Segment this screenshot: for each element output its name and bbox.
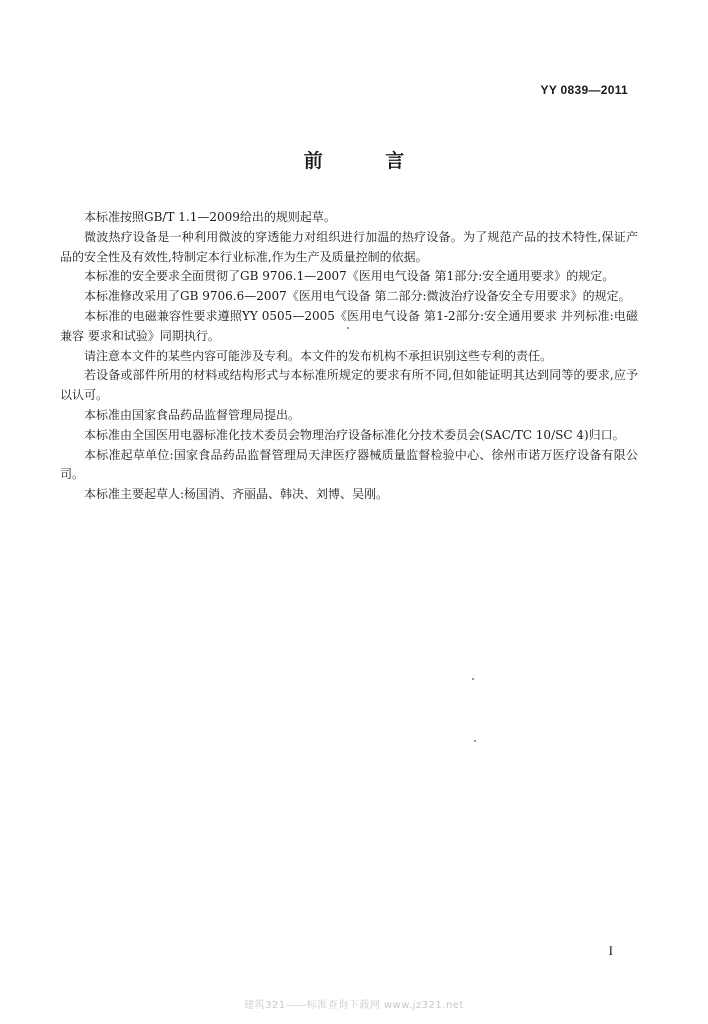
paragraph-safety-requirements: 本标准的安全要求全面贯彻了GB 9706.1—2007《医用电气设备 第1部分:安全通用要求》的规定。 [84, 269, 615, 284]
standard-code: YY 0839—2011 [540, 83, 628, 97]
page-number: I [608, 943, 613, 958]
paragraph-proposed-by: 本标准由国家食品药品监督管理局提出。 [84, 407, 301, 422]
paragraph-emc-requirements: 本标准的电磁兼容性要求遵照YY 0505—2005《医用电气设备 第1-2部分:安全通用要求 并列标准:电磁兼容 要求和试验》同期执行。 [60, 308, 638, 343]
paragraph-administered-by: 本标准由全国医用电器标准化技术委员会物理治疗设备标准化分技术委员会(SAC/TC 10/SC 4)归口。 [84, 427, 625, 442]
watermark: 建筑321——标准查询下载网 www.jz321.net [244, 1000, 464, 1011]
paragraph-equivalence: 若设备或部件所用的材料或结构形式与本标准所规定的要求有所不同,但如能证明其达到同等的要求,应予以认可。 [60, 368, 638, 403]
paragraph-purpose: 微波热疗设备是一种利用微波的穿透能力对组织进行加温的热疗设备。为了规范产品的技术特性,保证产品的安全性及有效性,特制定本行业标准,作为生产及质量控制的依据。 [60, 229, 638, 264]
paragraph-patent-notice: 请注意本文件的某些内容可能涉及专利。本文件的发布机构不承担识别这些专利的责任。 [84, 348, 553, 363]
foreword-body [60, 208, 638, 505]
scan-speck [472, 678, 474, 680]
scan-speck [474, 740, 476, 742]
scan-speck [347, 327, 349, 329]
paragraph-drafters: 本标准主要起草人:杨国消、齐丽晶、韩决、刘博、吴刚。 [84, 487, 389, 502]
paragraph-drafting-rules: 本标准按照GB/T 1.1—2009给出的规则起草。 [84, 210, 336, 224]
paragraph-modified-adoption: 本标准修改采用了GB 9706.6—2007《医用电气设备 第二部分:微波治疗设备安全专用要求》的规定。 [84, 289, 631, 304]
paragraph-drafting-units: 本标准起草单位:国家食品药品监督管理局天津医疗器械质量监督检验中心、徐州市诺万医疗设备有限公司。 [60, 447, 638, 482]
page-title: 前 言 [303, 150, 433, 172]
